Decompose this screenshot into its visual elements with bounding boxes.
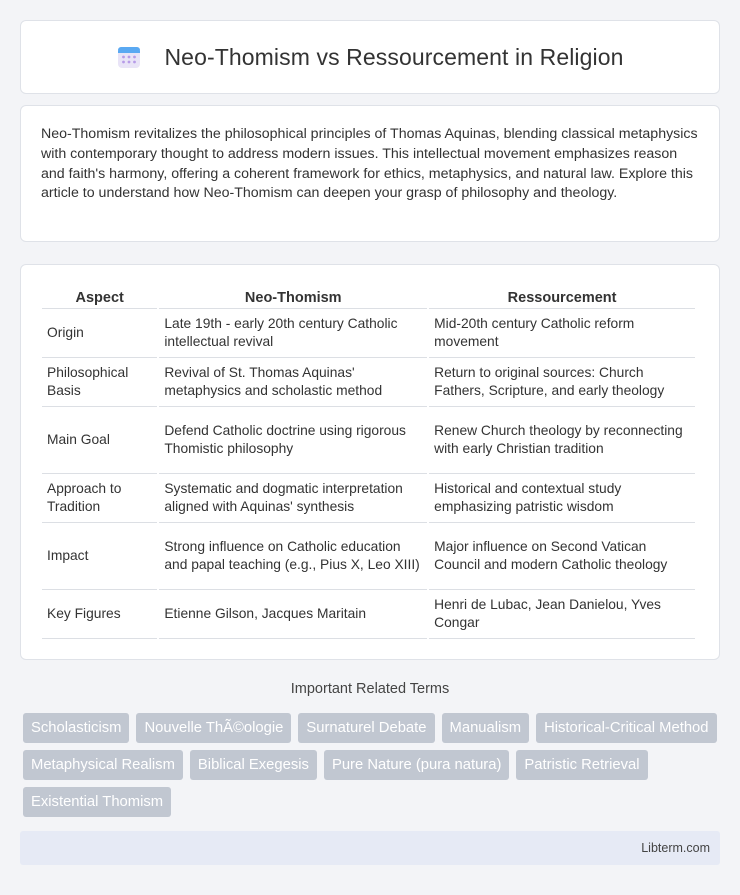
table-row <box>42 407 695 474</box>
table-cell: Key Figures <box>42 590 157 639</box>
table-cell: Historical and contextual study emphasizing patristic wisdom <box>429 474 695 523</box>
intro-text: Neo-Thomism revitalizes the philosophical principles of Thomas Aquinas, blending classical metaphysics with contemporary thought to address modern issues. This intellectual movement emphasizes reason and faith's harmony, offering a coherent framework for ethics, metaphysics, and natural law. Explore this article to understand how Neo-Thomism can deepen your grasp of philosophy and theology. <box>41 126 698 202</box>
table-cell: Impact <box>42 523 157 590</box>
related-term-tag[interactable]: Biblical Exegesis <box>190 750 317 780</box>
table-cell: Approach to Tradition <box>42 474 157 523</box>
table-cell: Late 19th - early 20th century Catholic intellectual revival <box>159 309 427 358</box>
related-terms-list <box>23 713 723 817</box>
related-term-tag[interactable]: Metaphysical Realism <box>23 750 183 780</box>
related-term-tag[interactable]: Scholasticism <box>23 713 129 743</box>
table-cell: Systematic and dogmatic interpretation aligned with Aquinas' synthesis <box>159 474 427 523</box>
table-cell: Defend Catholic doctrine using rigorous Thomistic philosophy <box>159 407 427 474</box>
table-cell: Henri de Lubac, Jean Danielou, Yves Congar <box>429 590 695 639</box>
footer <box>20 831 720 865</box>
table-cell: Renew Church theology by reconnecting with early Christian tradition <box>429 407 695 474</box>
intro-card <box>20 105 720 242</box>
related-term-tag[interactable]: Pure Nature (pura natura) <box>324 750 509 780</box>
table-cell: Strong influence on Catholic education and papal teaching (e.g., Pius X, Leo XIII) <box>159 523 427 590</box>
table-cell: Origin <box>42 309 157 358</box>
table-cell: Major influence on Second Vatican Council and modern Catholic theology <box>429 523 695 590</box>
table-header-row <box>42 285 695 309</box>
table-row <box>42 358 695 407</box>
table-cell: Return to original sources: Church Fathers, Scripture, and early theology <box>429 358 695 407</box>
related-term-tag[interactable]: Nouvelle ThÃ©ologie <box>136 713 291 743</box>
table-cell: Main Goal <box>42 407 157 474</box>
comparison-table <box>40 285 697 639</box>
header-aspect: Aspect <box>42 285 157 309</box>
related-term-tag[interactable]: Existential Thomism <box>23 787 171 817</box>
comparison-table-card <box>20 264 720 660</box>
table-row <box>42 309 695 358</box>
header-neo-thomism: Neo-Thomism <box>159 285 427 309</box>
calendar-icon <box>116 44 142 70</box>
table-row <box>42 474 695 523</box>
header-card <box>20 20 720 94</box>
table-row <box>42 523 695 590</box>
page-title: Neo-Thomism vs Ressourcement in Religion <box>164 43 624 70</box>
footer-link[interactable]: Libterm.com <box>641 841 710 855</box>
related-term-tag[interactable]: Surnaturel Debate <box>298 713 434 743</box>
table-cell: Etienne Gilson, Jacques Maritain <box>159 590 427 639</box>
related-term-tag[interactable]: Patristic Retrieval <box>516 750 647 780</box>
table-cell: Philosophical Basis <box>42 358 157 407</box>
header-ressourcement: Ressourcement <box>429 285 695 309</box>
table-row <box>42 590 695 639</box>
table-cell: Mid-20th century Catholic reform movement <box>429 309 695 358</box>
related-terms-title: Important Related Terms <box>290 681 450 697</box>
related-term-tag[interactable]: Historical-Critical Method <box>536 713 716 743</box>
table-cell: Revival of St. Thomas Aquinas' metaphysics and scholastic method <box>159 358 427 407</box>
related-term-tag[interactable]: Manualism <box>442 713 530 743</box>
